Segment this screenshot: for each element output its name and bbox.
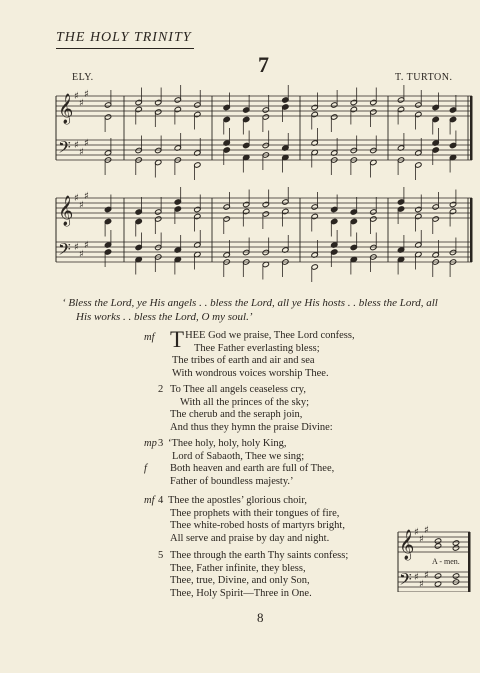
sharp-sign: ♯ bbox=[84, 138, 89, 149]
sharp-sign: ♯ bbox=[419, 534, 424, 545]
verse-3-dynamic: mp bbox=[144, 438, 157, 449]
verse-3-line-2: Lord of Sabaoth, Thee we sing; bbox=[172, 450, 305, 462]
sharp-sign: ♯ bbox=[424, 570, 429, 581]
verse-5-line-2: Thee, Father infinite, they bless, bbox=[170, 562, 306, 574]
treble-clef: 𝄞 bbox=[399, 530, 415, 560]
verse-4-number: 4 bbox=[158, 495, 164, 506]
verse-2-line-1: To Thee all angels ceaseless cry, bbox=[170, 384, 306, 395]
sharp-sign: ♯ bbox=[84, 240, 89, 251]
bass-clef: 𝄢 bbox=[399, 569, 412, 592]
treble-clef: 𝄞 bbox=[58, 94, 74, 124]
verse-2 bbox=[150, 384, 333, 434]
sharp-sign: ♯ bbox=[74, 91, 79, 102]
verse-3-number: 3 bbox=[158, 438, 164, 449]
verse-1-dropcap: T bbox=[170, 327, 185, 352]
verse-1-dynamic: mf bbox=[144, 332, 155, 343]
verse-3 bbox=[144, 438, 335, 488]
bass-clef: 𝄢 bbox=[58, 137, 71, 161]
sharp-sign: ♯ bbox=[414, 572, 419, 583]
verse-5-number: 5 bbox=[158, 550, 164, 561]
verse-3-line-4: Father of boundless majesty.’ bbox=[170, 475, 294, 487]
quote-line-2: His works . . bless the Lord, O my soul.’ bbox=[76, 311, 253, 323]
verse-4-line-3: Thee white-robed hosts of martyrs bright, bbox=[170, 520, 345, 531]
amen-bass-note bbox=[434, 573, 441, 579]
sharp-sign: ♯ bbox=[84, 191, 89, 202]
final-barline-thick bbox=[470, 198, 473, 262]
section-title: THE HOLY TRINITY bbox=[56, 30, 192, 45]
amen-final-barline bbox=[468, 532, 471, 592]
verse-4-dynamic: mf bbox=[144, 495, 155, 506]
quote-line-1: ‘ Bless the Lord, ye His angels . . bless the Lord, all ye His hosts . . bless the Lord, all bbox=[62, 297, 438, 309]
verse-4-line-2: Thee prophets with their tongues of fire, bbox=[170, 507, 340, 519]
amen-treble-note bbox=[434, 543, 441, 549]
final-barline-thick bbox=[470, 96, 473, 160]
verse-1-line-4: With wondrous voices worship Thee. bbox=[172, 367, 329, 379]
sharp-sign: ♯ bbox=[79, 249, 84, 260]
sharp-sign: ♯ bbox=[424, 525, 429, 536]
sharp-sign: ♯ bbox=[84, 89, 89, 100]
amen-lyric: A - men. bbox=[432, 557, 460, 566]
verse-5-line-1: Thee through the earth Thy saints confess; bbox=[170, 550, 349, 561]
amen-bass-note bbox=[452, 573, 459, 579]
sharp-sign: ♯ bbox=[74, 140, 79, 151]
scripture-quote bbox=[62, 296, 472, 324]
sharp-sign: ♯ bbox=[79, 98, 84, 109]
verse-4 bbox=[144, 495, 345, 545]
sharp-sign: ♯ bbox=[74, 193, 79, 204]
verse-3-line-1: ‘Thee holy, holy, holy King, bbox=[168, 438, 287, 449]
music-system-2 bbox=[52, 186, 476, 286]
page-number: 8 bbox=[257, 610, 264, 625]
bass-clef: 𝄢 bbox=[58, 239, 71, 263]
sharp-sign: ♯ bbox=[419, 579, 424, 590]
sharp-sign: ♯ bbox=[79, 147, 84, 158]
verse-3-dynamic-2: f bbox=[144, 463, 147, 474]
sharp-sign: ♯ bbox=[74, 242, 79, 253]
amen-score bbox=[394, 524, 476, 592]
verse-1 bbox=[144, 327, 355, 380]
verse-3-line-3: Both heaven and earth are full of Thee, bbox=[170, 463, 335, 474]
verse-5-line-4: Thee, Holy Spirit—Three in One. bbox=[170, 587, 312, 599]
verse-5 bbox=[150, 550, 348, 600]
composer-name: T. TURTON. bbox=[395, 72, 453, 83]
verse-2-number: 2 bbox=[158, 384, 164, 395]
sharp-sign: ♯ bbox=[79, 200, 84, 211]
music-system-1 bbox=[52, 84, 476, 184]
verse-1-line-2: Thee Father everlasting bless; bbox=[194, 342, 320, 354]
verse-2-line-3: The cherub and the seraph join, bbox=[170, 409, 303, 420]
verse-4-line-1: Thee the apostles’ glorious choir, bbox=[168, 495, 308, 506]
header-rule bbox=[56, 48, 194, 49]
verse-4-line-4: All serve and praise by day and night. bbox=[170, 532, 330, 544]
verse-2-line-2: With all the princes of the sky; bbox=[180, 396, 310, 408]
sharp-sign: ♯ bbox=[414, 527, 419, 538]
hymn-number: 7 bbox=[258, 52, 269, 77]
treble-clef: 𝄞 bbox=[58, 196, 74, 226]
verse-2-line-4: And thus they hymn the praise Divine: bbox=[170, 421, 333, 433]
amen-treble-note bbox=[452, 545, 459, 551]
verse-5-line-3: Thee, true, Divine, and only Son, bbox=[170, 575, 310, 586]
verse-1-line-3: The tribes of earth and air and sea bbox=[172, 355, 315, 366]
verse-1-line-1: HEE God we praise, Thee Lord confess, bbox=[185, 330, 355, 341]
tune-name: ELY. bbox=[72, 72, 94, 83]
